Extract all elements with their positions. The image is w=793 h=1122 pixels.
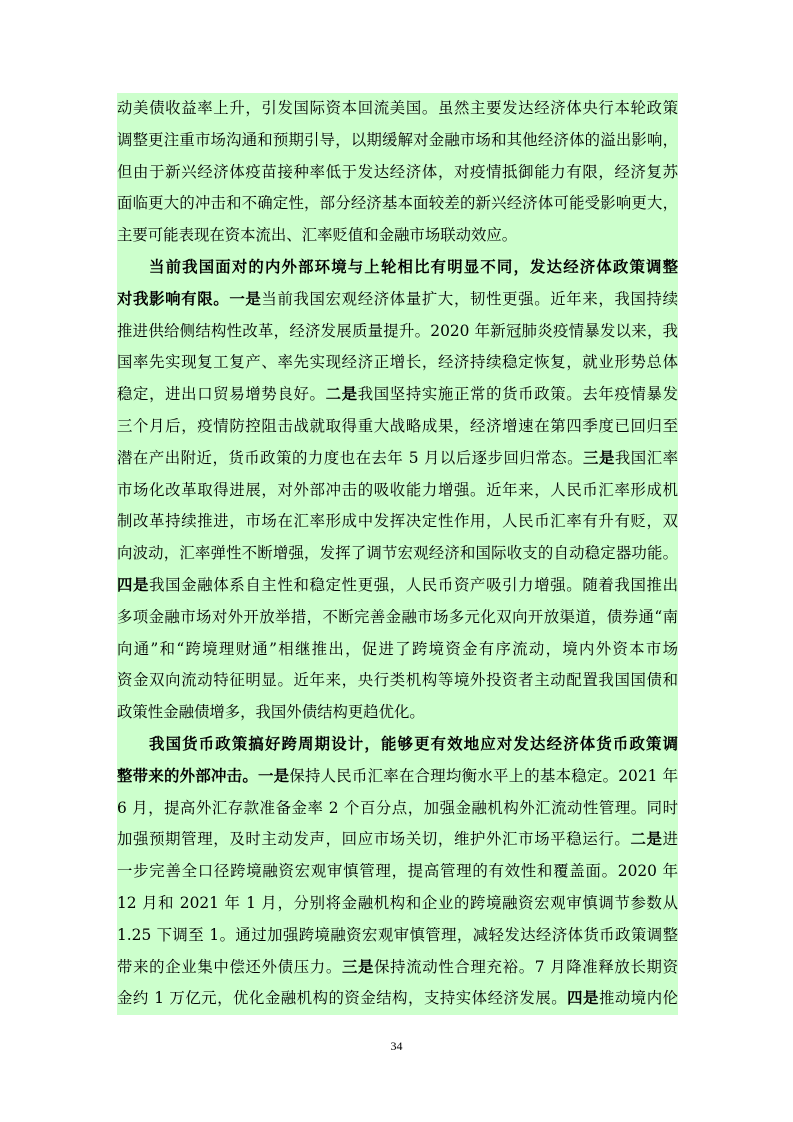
text-line: 12 月和 2021 年 1 月，分别将金融机构和企业的跨境融资宏观审慎调节参数从 xyxy=(117,893,678,912)
text-line: 向波动，汇率弹性不断增强，发挥了调节宏观经济和国际收支的自动稳定器功能。 xyxy=(117,544,678,563)
text-line xyxy=(117,284,678,316)
bold-run: 三是 xyxy=(341,957,375,976)
bold-run: 三是 xyxy=(583,448,615,467)
text-run: 带来的企业集中偿还外债压力。 xyxy=(117,957,342,976)
text-line: 国率先实现复工复产、率先实现经济正增长，经济持续稳定恢复，就业形势总体 xyxy=(117,353,678,372)
text-line: 多项金融市场对外开放举措，不断完善金融市场多元化双向开放渠道，债券通“南 xyxy=(117,607,678,626)
text-line xyxy=(117,952,678,984)
text-run: 我国汇率 xyxy=(614,448,678,467)
text-line xyxy=(117,443,678,475)
text-run: 我国金融体系自主性和稳定性更强，人民币资产吸引力增强。随着我国推出 xyxy=(149,575,678,594)
text-run: 潜在产出附近，货币政策的力度也在去年 5 月以后逐步回归常态。 xyxy=(117,448,584,467)
text-line xyxy=(117,824,678,856)
bold-run: 二是 xyxy=(325,385,358,404)
bold-run: 四是 xyxy=(117,575,150,594)
text-line xyxy=(117,570,678,602)
text-run: 我国坚持实施正常的货币政策。去年疫情暴发 xyxy=(357,385,678,404)
text-run: 推动境内伦 xyxy=(598,989,678,1008)
bold-run: 四是 xyxy=(567,989,599,1008)
text-line: 推进供给侧结构性改革，经济发展质量提升。2020 年新冠肺炎疫情暴发以来，我 xyxy=(117,321,678,340)
text-line xyxy=(117,983,678,1015)
text-line: 1.25 下调至 1。通过加强跨境融资宏观审慎管理，减轻发达经济体货币政策调整 xyxy=(117,925,678,944)
text-line: 主要可能表现在资本流出、汇率贬值和金融市场联动效应。 xyxy=(117,226,518,245)
text-line: 面临更大的冲击和不确定性，部分经济基本面较差的新兴经济体可能受影响更大， xyxy=(117,194,678,213)
text-run: 保持流动性合理充裕。7 月降准释放长期资 xyxy=(374,957,678,976)
text-run: 进 xyxy=(662,830,678,849)
text-run: 稳定，进出口贸易增势良好。 xyxy=(117,385,326,404)
bold-run: 二是 xyxy=(630,830,663,849)
text-line: 动美债收益率上升，引发国际资本回流美国。虽然主要发达经济体央行本轮政策 xyxy=(117,99,678,117)
text-line: 6 月，提高外汇存款准备金率 2 个百分点，加强金融机构外汇流动性管理。同时 xyxy=(117,798,678,817)
text-run: 金约 1 万亿元，优化金融机构的资金结构，支持实体经济发展。 xyxy=(117,989,568,1008)
text-line: 三个月后，疫情防控阻击战就取得重大战略成果，经济增速在第四季度已回归至 xyxy=(117,416,678,435)
text-line: 调整更注重市场沟通和预期引导，以期缓解对金融市场和其他经济体的溢出影响， xyxy=(117,130,678,149)
text-line: 但由于新兴经济体疫苗接种率低于发达经济体，对疫情抵御能力有限，经济复苏 xyxy=(117,162,678,181)
text-line: 政策性金融债增多，我国外债结构更趋优化。 xyxy=(117,703,425,722)
text-run: 加强预期管理，及时主动发声，回应市场关切，维护外汇市场平稳运行。 xyxy=(117,830,631,849)
text-line: 市场化改革取得进展，对外部冲击的吸收能力增强。近年来，人民币汇率形成机 xyxy=(117,480,678,499)
highlighted-text-block xyxy=(117,93,678,1015)
bold-run: 对我影响有限。一是 xyxy=(117,289,262,308)
bold-run: 整带来的外部冲击。一是 xyxy=(117,766,290,785)
paragraph-3 xyxy=(117,729,678,1015)
text-line: 制改革持续推进，市场在汇率形成中发挥决定性作用，人民币汇率有升有贬，双 xyxy=(117,512,678,531)
text-line xyxy=(117,761,678,793)
text-line: 一步完善全口径跨境融资宏观审慎管理，提高管理的有效性和覆盖面。2020 年 xyxy=(117,862,678,881)
text-line: 当前我国面对的内外部环境与上轮相比有明显不同，发达经济体政策调整 xyxy=(149,257,678,276)
text-line xyxy=(117,379,678,411)
text-run: 当前我国宏观经济体量扩大，韧性更强。近年来，我国持续 xyxy=(261,289,678,308)
page-number: 34 xyxy=(390,1039,403,1053)
text-line: 向通”和“跨境理财通”相继推出，促进了跨境资金有序流动，境内外资本市场 xyxy=(117,639,678,658)
paragraph-1 xyxy=(117,93,678,252)
text-line: 资金双向流动特征明显。近年来，央行类机构等境外投资者主动配置我国国债和 xyxy=(117,671,678,690)
text-line: 我国货币政策搞好跨周期设计，能够更有效地应对发达经济体货币政策调 xyxy=(149,734,678,753)
paragraph-2 xyxy=(117,252,678,729)
text-run: 保持人民币汇率在合理均衡水平上的基本稳定。2021 年 xyxy=(289,766,678,785)
